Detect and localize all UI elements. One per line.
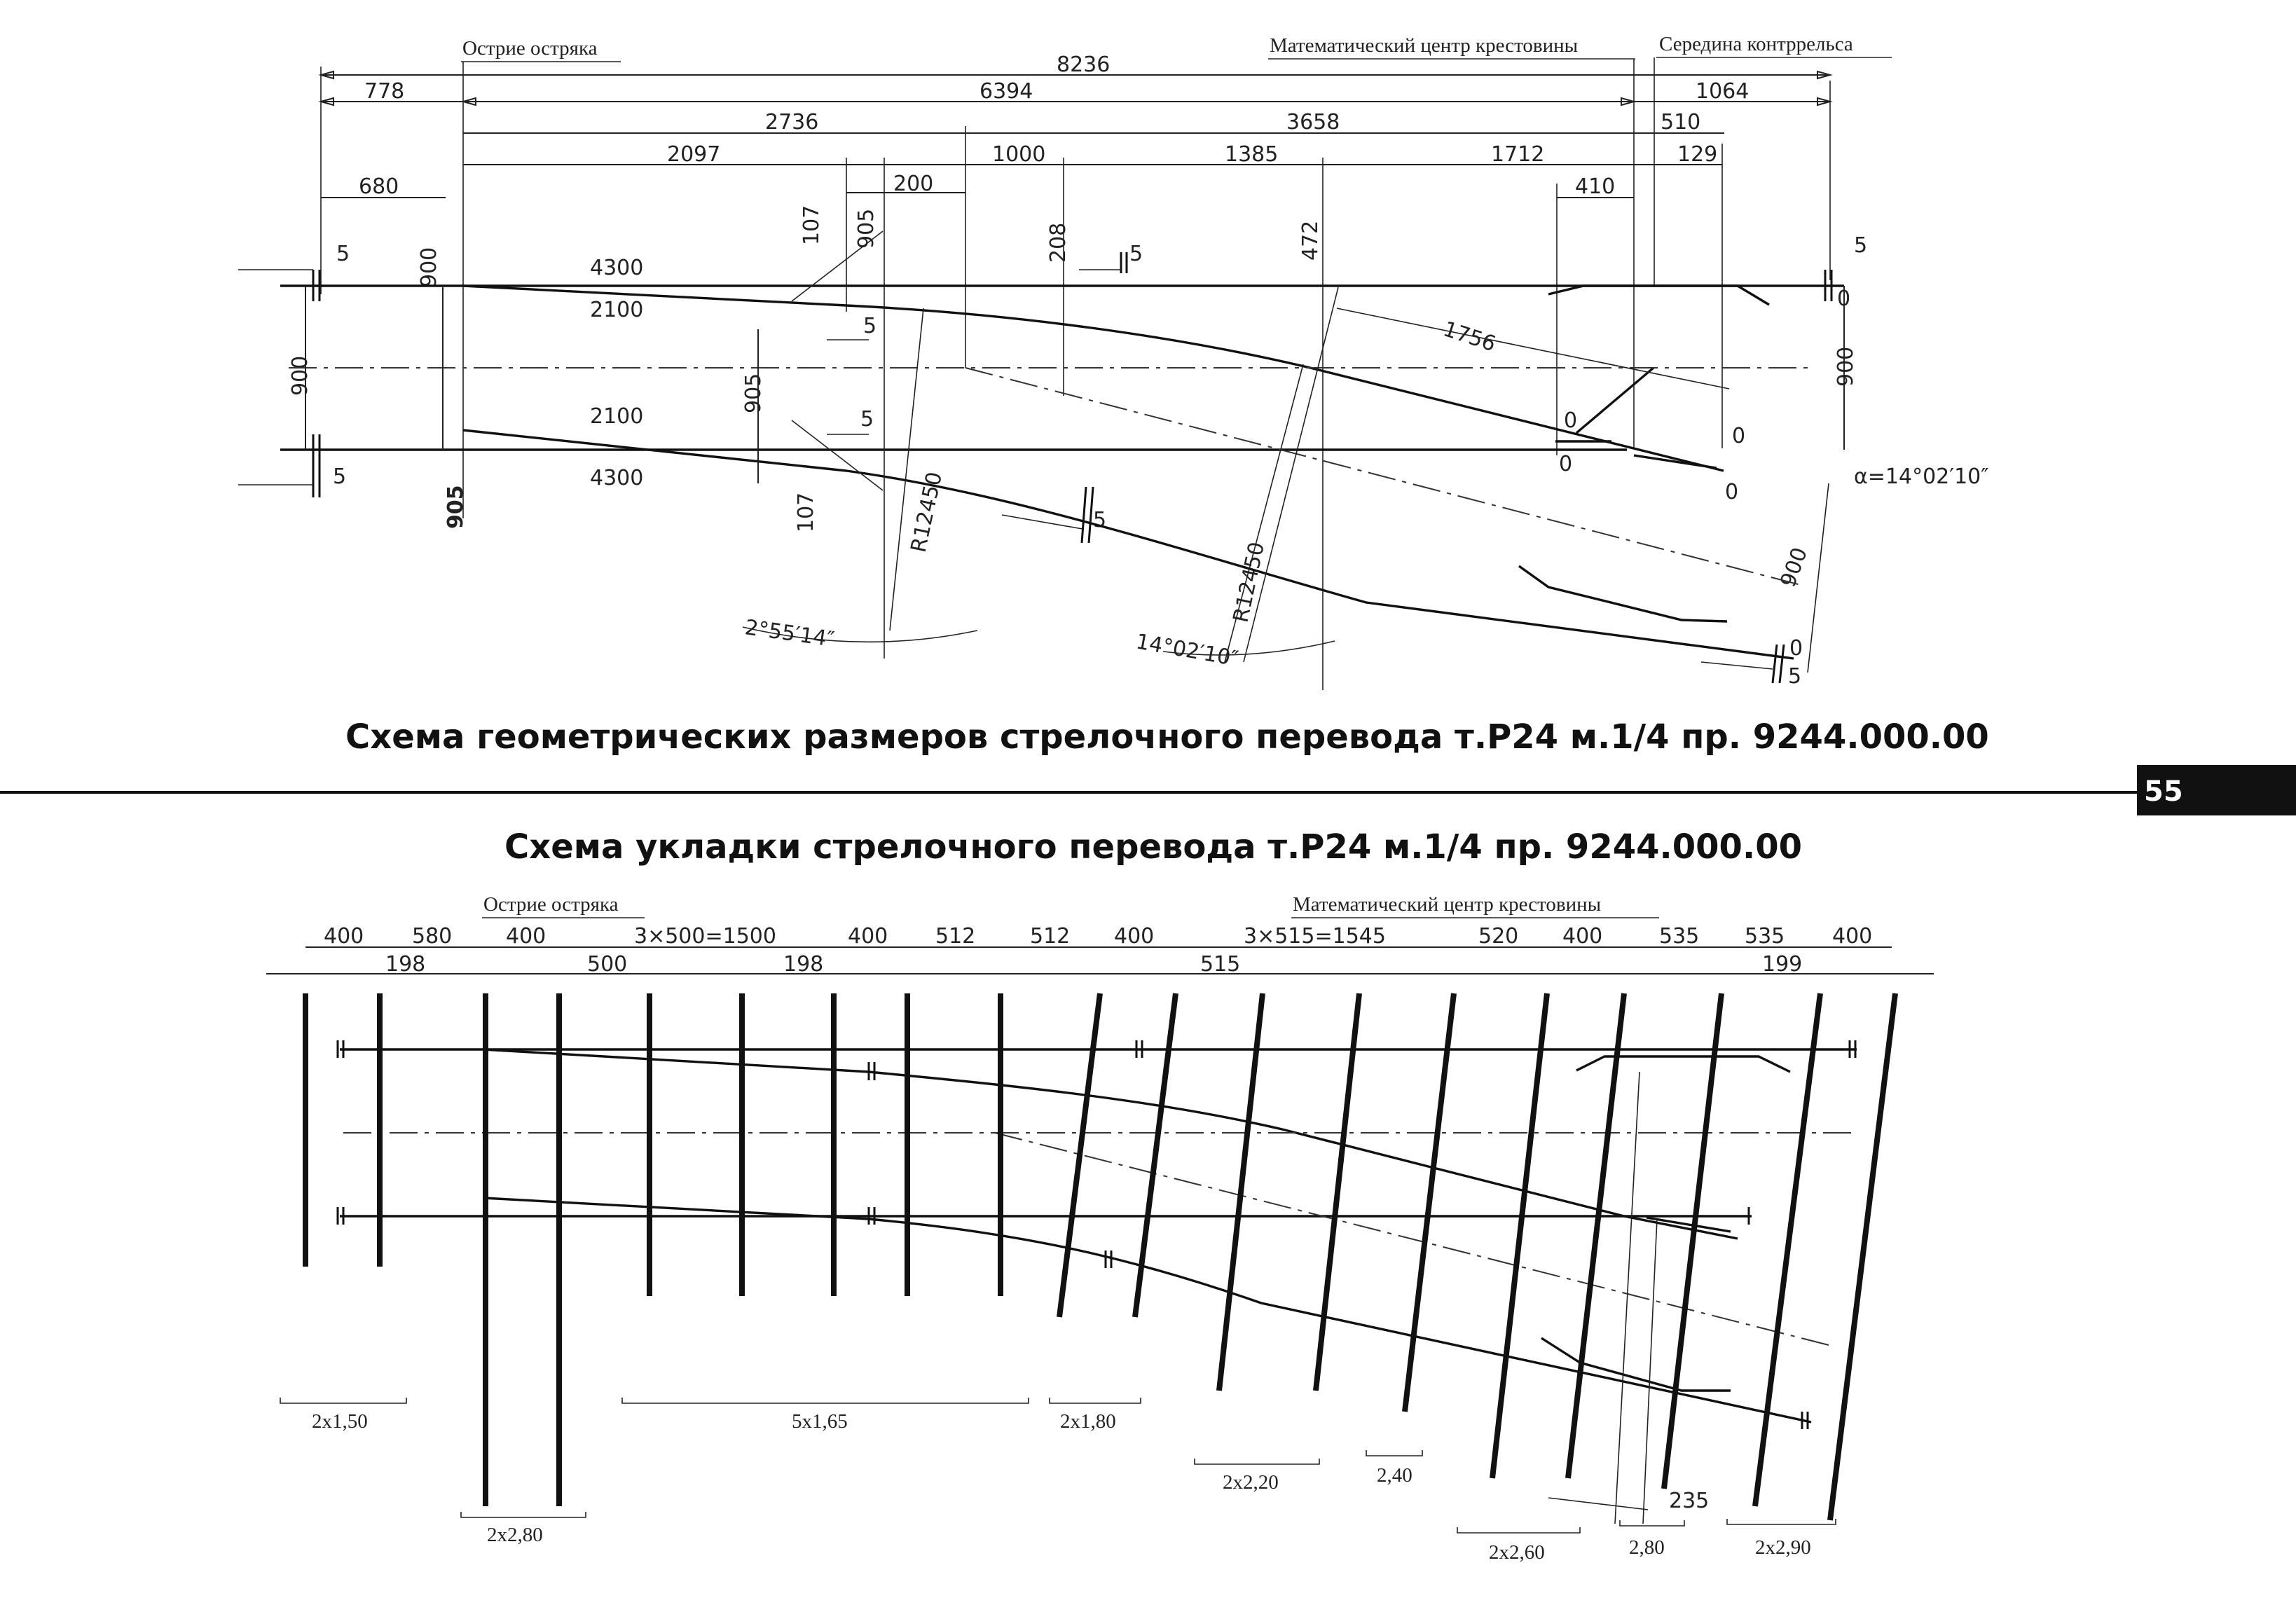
gap-5-diverging-end: 5 bbox=[1788, 664, 1802, 689]
geometry-diagram bbox=[238, 33, 1988, 690]
spacing-512-a: 512 bbox=[935, 924, 976, 949]
label-math-center-bottom: Математический центр крестовины bbox=[1293, 893, 1602, 916]
dim-129: 129 bbox=[1677, 142, 1718, 167]
joints-top bbox=[313, 252, 1831, 683]
guard-rail-top bbox=[1548, 286, 1769, 305]
spacing-535-b: 535 bbox=[1745, 924, 1785, 949]
spacing-400-d: 400 bbox=[1114, 924, 1155, 949]
guard-rail-bottom bbox=[1519, 566, 1727, 621]
dim-alpha: α=14°02′10″ bbox=[1854, 464, 1989, 489]
dim-2736: 2736 bbox=[765, 110, 819, 135]
gap-5-top-right: 5 bbox=[1854, 233, 1868, 258]
dim-900-far-left: 900 bbox=[288, 355, 312, 396]
dim-6394: 6394 bbox=[979, 79, 1033, 104]
gap-5-point-bottom: 5 bbox=[860, 407, 874, 432]
rails-bottom bbox=[340, 1049, 1857, 1422]
gap-5-top-left: 5 bbox=[336, 242, 350, 266]
dim-1712: 1712 bbox=[1491, 142, 1545, 167]
dim-8236: 8236 bbox=[1057, 53, 1111, 77]
dim-472: 472 bbox=[1298, 220, 1323, 261]
dim-208: 208 bbox=[1046, 222, 1071, 263]
dim-1385: 1385 bbox=[1225, 142, 1279, 167]
dim-3658: 3658 bbox=[1286, 110, 1340, 135]
group-2-40: 2,40 bbox=[1377, 1464, 1412, 1487]
angle-switch: 2°55′14″ bbox=[743, 615, 836, 652]
dim-900-diag: 900 bbox=[1775, 544, 1813, 591]
spacing-520: 520 bbox=[1478, 924, 1519, 949]
extension-lines bbox=[321, 57, 1830, 690]
spacing-580: 580 bbox=[412, 924, 453, 949]
spacing-198-b: 198 bbox=[783, 952, 824, 977]
axis-diverging bbox=[965, 368, 1801, 585]
zero-2: 0 bbox=[1564, 408, 1578, 433]
dim-1000: 1000 bbox=[992, 142, 1046, 167]
dim-680: 680 bbox=[359, 174, 399, 199]
diverging-rail-outer bbox=[463, 430, 1794, 659]
rail-4300-bottom: 4300 bbox=[590, 466, 644, 490]
angle-cross: 14°02′10″ bbox=[1134, 629, 1240, 672]
label-math-center: Математический центр крестовины bbox=[1270, 34, 1579, 57]
spacing-535-a: 535 bbox=[1659, 924, 1700, 949]
spacing-199: 199 bbox=[1762, 952, 1803, 977]
rails-top bbox=[280, 286, 1844, 659]
group-2x2-80: 2x2,80 bbox=[487, 1524, 543, 1546]
dim-200: 200 bbox=[893, 172, 934, 196]
dim-2097: 2097 bbox=[667, 142, 721, 167]
dim-905-mid: 905 bbox=[741, 373, 766, 413]
rail-2100-top: 2100 bbox=[590, 298, 644, 322]
label-guard-rail: Середина контррельса bbox=[1659, 33, 1853, 55]
spacing-400-e: 400 bbox=[1562, 924, 1603, 949]
rail-4300-top: 4300 bbox=[590, 256, 644, 280]
spacing-400-f: 400 bbox=[1832, 924, 1873, 949]
dim-905-bottom: 905 bbox=[444, 485, 468, 529]
group-2-80: 2,80 bbox=[1629, 1536, 1665, 1559]
spacing-400-a: 400 bbox=[324, 924, 364, 949]
gap-5-top-mid: 5 bbox=[1129, 242, 1143, 266]
dim-905-top: 905 bbox=[854, 208, 879, 249]
dim-778: 778 bbox=[364, 79, 405, 104]
dim-107-top: 107 bbox=[799, 205, 824, 245]
group-2x2-90: 2x2,90 bbox=[1755, 1536, 1811, 1559]
spacing-400-b: 400 bbox=[506, 924, 546, 949]
title-geometry: Схема геометрических размеров стрелочного перевода т.Р24 м.1/4 пр. 9244.000.00 bbox=[345, 717, 1989, 757]
group-5x1-65: 5x1,65 bbox=[792, 1410, 848, 1433]
spacing-198-a: 198 bbox=[385, 952, 426, 977]
zero-3: 0 bbox=[1732, 424, 1746, 448]
page-number: 55 bbox=[2144, 776, 2183, 808]
group-2x1-80: 2x1,80 bbox=[1060, 1410, 1116, 1433]
group-2x1-50: 2x1,50 bbox=[312, 1410, 368, 1433]
radius-switch: R12450 bbox=[906, 469, 948, 555]
zero-6: 0 bbox=[1789, 636, 1803, 661]
dim-510: 510 bbox=[1661, 110, 1701, 135]
title-layout: Схема укладки стрелочного перевода т.Р24 м.1/4 пр. 9244.000.00 bbox=[504, 827, 1802, 867]
dim-1064: 1064 bbox=[1696, 79, 1750, 104]
radius-cross: R12450 bbox=[1228, 539, 1270, 625]
curved-switch-rail bbox=[463, 286, 1724, 471]
spacing-1500: 3×500=1500 bbox=[634, 924, 776, 949]
dim-900-left: 900 bbox=[417, 247, 441, 287]
dim-900-right: 900 bbox=[1834, 346, 1858, 387]
group-2x2-20: 2x2,20 bbox=[1223, 1471, 1279, 1494]
spacing-1545: 3×515=1545 bbox=[1244, 924, 1386, 949]
zero-4: 0 bbox=[1559, 452, 1573, 476]
spacing-500: 500 bbox=[587, 952, 628, 977]
dim-1756: 1756 bbox=[1440, 317, 1499, 357]
spacing-512-b: 512 bbox=[1030, 924, 1071, 949]
gap-5-bottom-left: 5 bbox=[333, 464, 347, 489]
joints-bottom bbox=[338, 1040, 1855, 1429]
label-point-tip-bottom: Острие остряка bbox=[483, 893, 619, 916]
spacing-400-c: 400 bbox=[848, 924, 888, 949]
dim-107-bottom: 107 bbox=[794, 492, 818, 532]
sleepers bbox=[305, 993, 1895, 1520]
gap-5-point-top: 5 bbox=[863, 314, 877, 338]
dim-235: 235 bbox=[1669, 1489, 1710, 1513]
dim-410: 410 bbox=[1575, 174, 1616, 199]
spacing-515: 515 bbox=[1200, 952, 1241, 977]
gap-5-diverging: 5 bbox=[1093, 508, 1107, 532]
group-2x2-60: 2x2,60 bbox=[1489, 1541, 1545, 1564]
zero-1: 0 bbox=[1837, 287, 1851, 311]
zero-5: 0 bbox=[1725, 480, 1739, 504]
rail-2100-bottom: 2100 bbox=[590, 404, 644, 429]
layout-diagram bbox=[266, 893, 1934, 1564]
label-point-tip: Острие остряка bbox=[462, 37, 598, 60]
